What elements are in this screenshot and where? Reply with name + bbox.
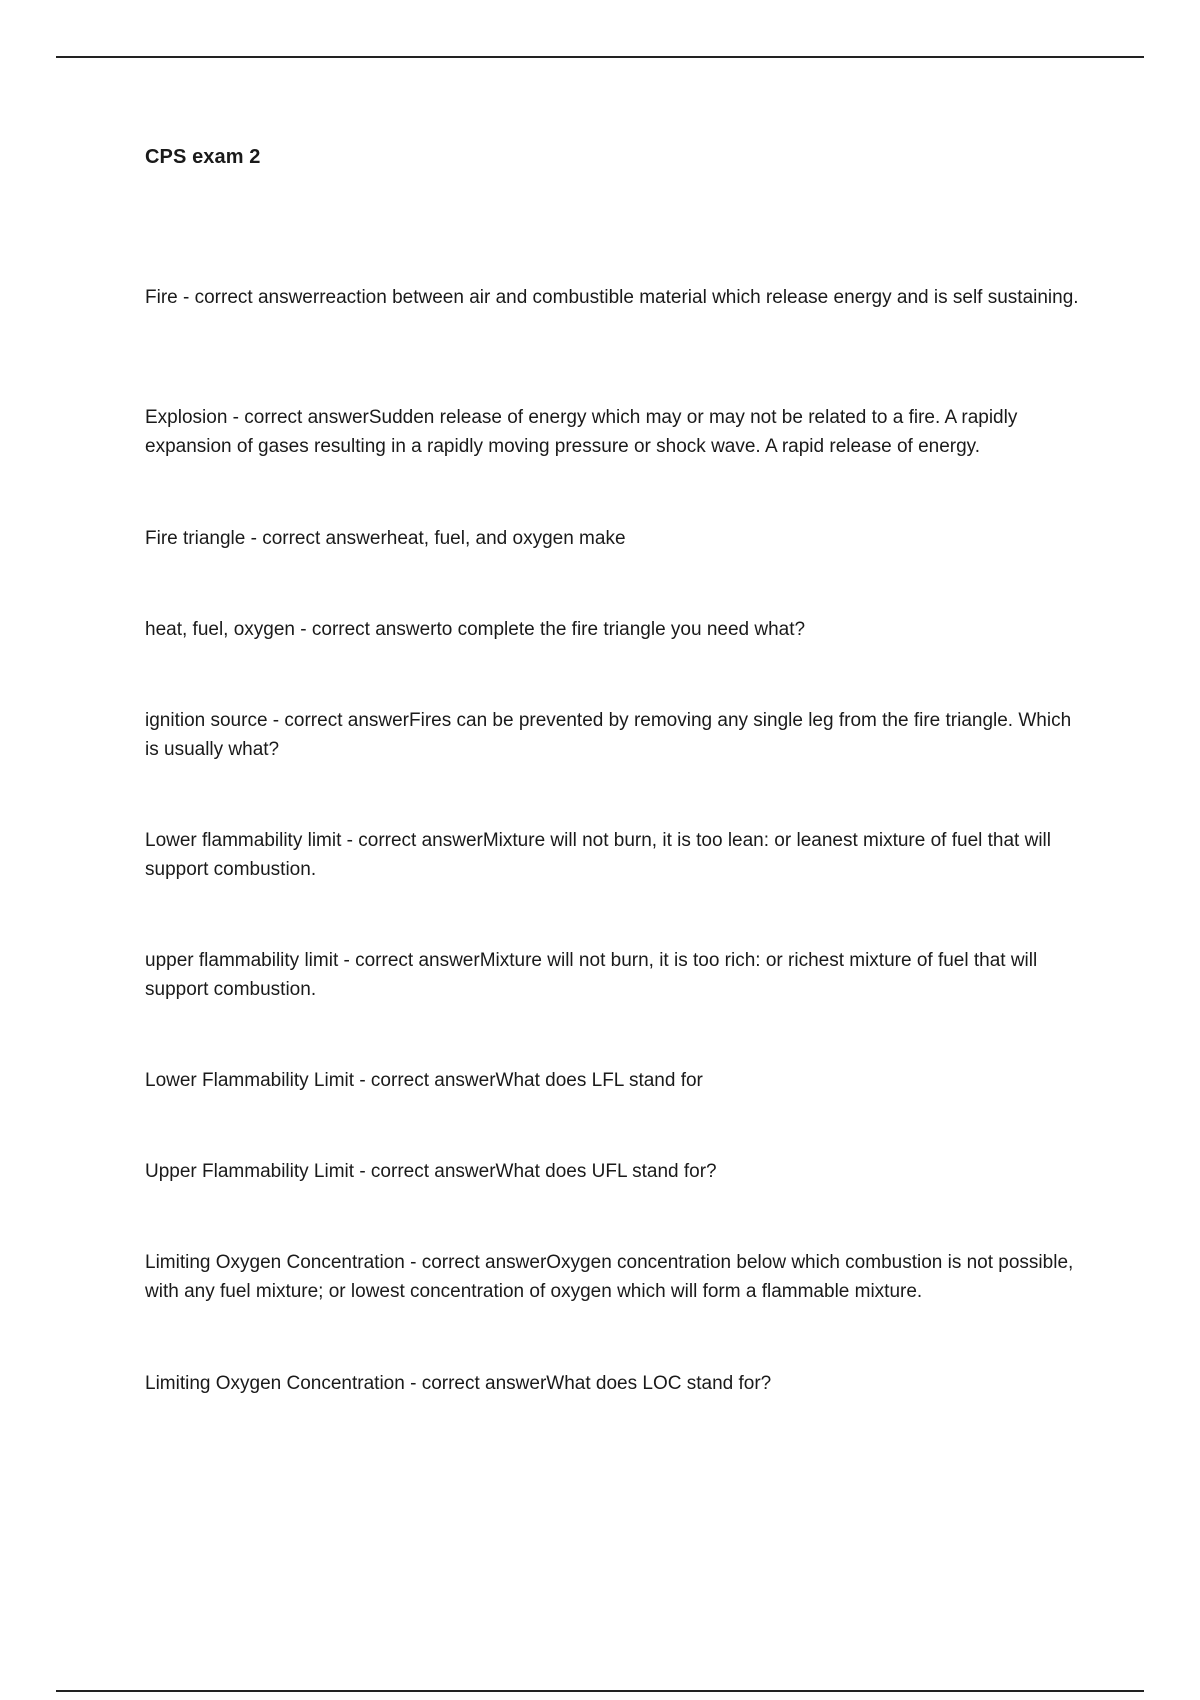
flashcard-entry: heat, fuel, oxygen - correct answerto complete the fire triangle you need what? bbox=[145, 619, 806, 640]
flashcard-list bbox=[145, 283, 1085, 1429]
flashcard-entry: Explosion - correct answerSudden release of energy which may or may not be related to a fire. A rapidly expansion of gases resulting in a rapidly moving pressure or shock wave. A rapid release of energy. bbox=[145, 407, 1018, 457]
document-title: CPS exam 2 bbox=[145, 146, 261, 168]
bottom-rule bbox=[56, 1690, 1144, 1692]
flashcard-entry: Limiting Oxygen Concentration - correct answerWhat does LOC stand for? bbox=[145, 1373, 772, 1394]
flashcard-entry: upper flammability limit - correct answerMixture will not burn, it is too rich: or richest mixture of fuel that will support combustion. bbox=[145, 950, 1038, 1000]
flashcard-entry: Upper Flammability Limit - correct answerWhat does UFL stand for? bbox=[145, 1161, 717, 1182]
flashcard-entry: Fire triangle - correct answerheat, fuel, and oxygen make bbox=[145, 528, 626, 549]
flashcard-entry: Lower Flammability Limit - correct answerWhat does LFL stand for bbox=[145, 1070, 703, 1091]
top-rule bbox=[56, 56, 1144, 58]
flashcard-entry: ignition source - correct answerFires can be prevented by removing any single leg from the fire triangle. Which is usually what? bbox=[145, 710, 1072, 760]
flashcard-entry: Fire - correct answerreaction between air and combustible material which release energy and is self sustaining. bbox=[145, 287, 1079, 308]
flashcard-entry: Limiting Oxygen Concentration - correct answerOxygen concentration below which combustion is not possible, with any fuel mixture; or lowest concentration of oxygen which will form a flammable mixture. bbox=[145, 1252, 1074, 1302]
flashcard-entry: Lower flammability limit - correct answerMixture will not burn, it is too lean: or leanest mixture of fuel that will support combustion. bbox=[145, 830, 1051, 880]
